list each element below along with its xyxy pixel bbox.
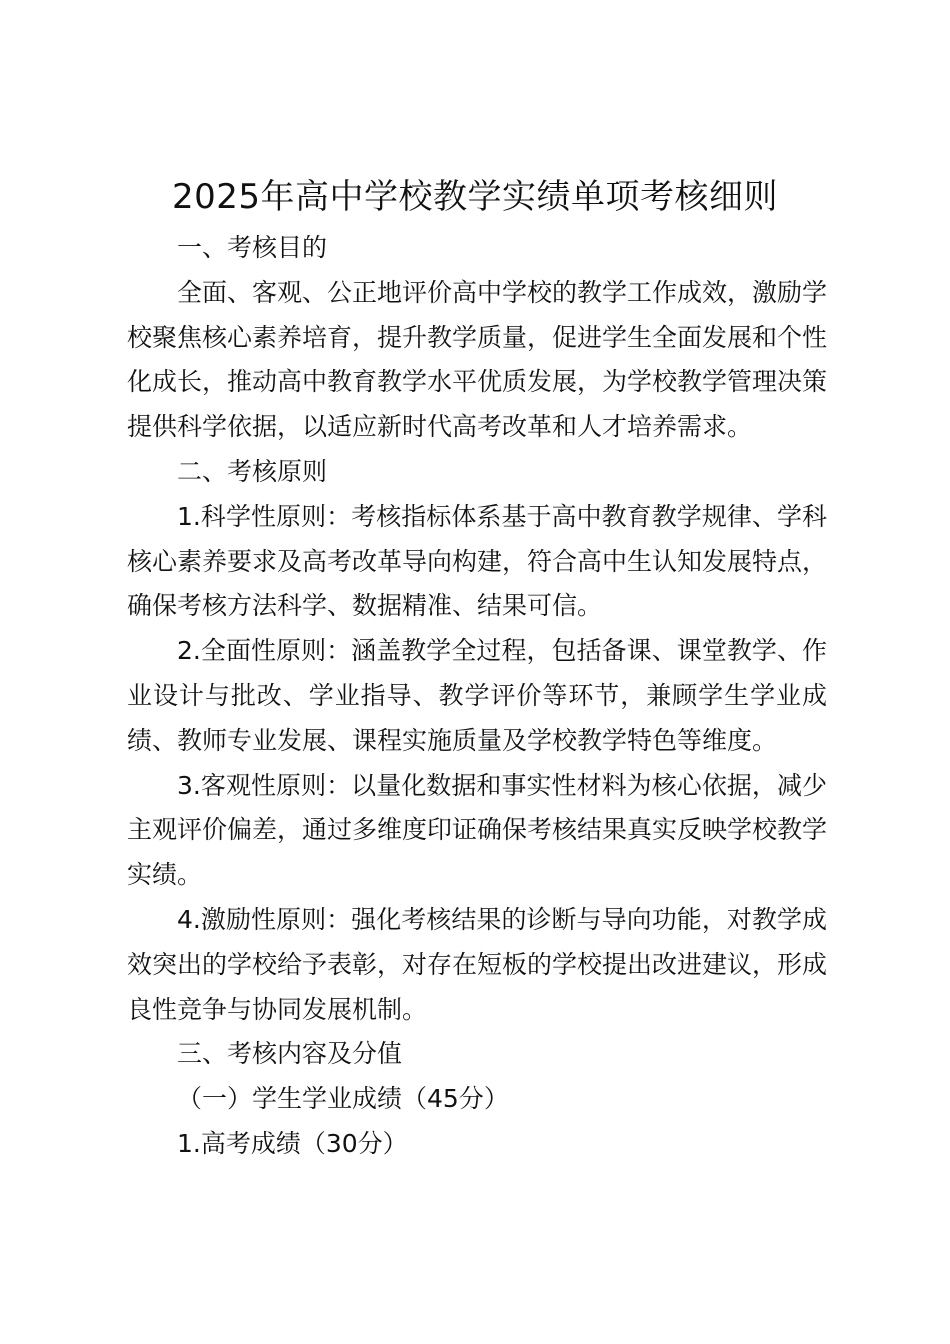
paragraph-principle-incentive: 4.激励性原则：强化考核结果的诊断与导向功能，对教学成效突出的学校给予表彰，对存在短板的学校提出改进建议，形成良性竞争与协同发展机制。 [127,904,828,1024]
document-title: 2025年高中学校教学实绩单项考核细则 [171,177,779,217]
paragraph-principle-objective: 3.客观性原则：以量化数据和事实性材料为核心依据，减少主观评价偏差，通过多维度印证确保考核结果真实反映学校教学实绩。 [127,770,828,890]
subsection-heading-academic: （一）学生学业成绩（45分） [177,1084,509,1114]
item-heading-gaokao: 1.高考成绩（30分） [177,1128,408,1158]
section-heading-content: 三、考核内容及分值 [177,1039,403,1069]
section-heading-purpose: 一、考核目的 [177,233,328,262]
paragraph-principle-scientific: 1.科学性原则：考核指标体系基于高中教育教学规律、学科核心素养要求及高考改革导向构建，符合高中生认知发展特点，确保考核方法科学、数据精准、结果可信。 [127,501,828,621]
paragraph-purpose: 全面、客观、公正地评价高中学校的教学工作成效，激励学校聚焦核心素养培育，提升教学质量，促进学生全面发展和个性化成长，推动高中教育教学水平优质发展，为学校教学管理决策提供科学依据，以适应新时代高考改革和人才培养需求。 [127,277,828,442]
paragraph-principle-comprehensive: 2.全面性原则：涵盖教学全过程，包括备课、课堂教学、作业设计与批改、学业指导、教学评价等环节，兼顾学生学业成绩、教师专业发展、课程实施质量及学校教学特色等维度。 [127,636,827,755]
section-heading-principles: 二、考核原则 [177,456,328,486]
document-body [127,226,827,1167]
